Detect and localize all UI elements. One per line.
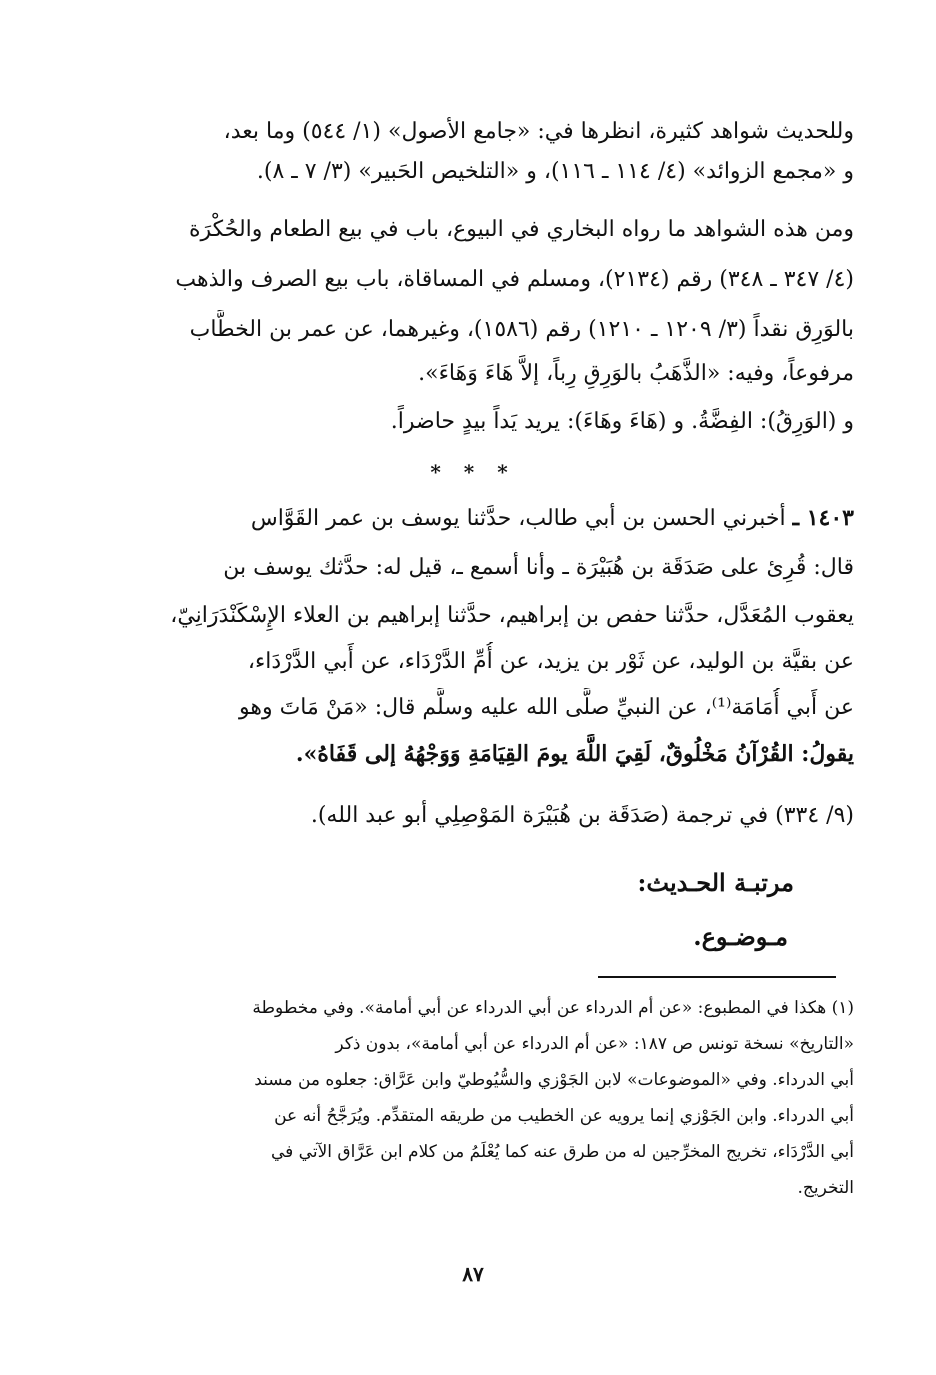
document-page [92,112,854,1352]
footnote-separator-rule [598,976,836,978]
paragraph-2-line-1: ومن هذه الشواهد ما رواه البخاري في البيوع، باب في بيع الطعام والحُكْرَة [188,217,854,242]
hadith-line-2: قال: قُرِئ على صَدَقَة بن هُبَيْرَة ـ وأنا أسمع ـ، قيل له: حدَّثك يوسف بن [223,555,854,580]
paragraph-2-line-5: و (الوَرِقُ): الفِضَّةُ. و (هَاءَ وهَاءَ): يريد يَداً بيدٍ حاضراً. [390,409,854,434]
footnote-line-1: (١) هكذا في المطبوع: «عن أم الدرداء عن أبي الدرداء عن أبي أمامة». وفي مخطوطة [252,998,854,1018]
footnote-line-2: «التاريخ» نسخة تونس ص ١٨٧: «عن أم الدرداء عن أبي أمامة»، بدون ذكر [335,1034,854,1054]
paragraph-2-line-2: (٤/ ٣٤٧ ـ ٣٤٨) رقم (٢١٣٤)، ومسلم في المساقاة، باب بيع الصرف والذهب [175,267,854,292]
section-separator: * * * [430,460,516,484]
hadith-rank-value: مـوضـوع. [693,922,788,951]
paragraph-1-line-2: و «مجمع الزوائد» (٤/ ١١٤ ـ ١١٦)، و «التلخيص الحَبير» (٣/ ٧ ـ ٨). [256,159,854,184]
paragraph-2-line-3: بالوَرِق نقداً (٣/ ١٢٠٩ ـ ١٢١٠) رقم (١٥٨٦)، وغيرهما، عن عمر بن الخطَّاب [189,317,854,342]
hadith-citation: (٩/ ٣٣٤) في ترجمة (صَدَقَة بن هُبَيْرَة المَوْصِلِي أبو عبد الله). [310,803,854,828]
hadith-number: ١٤٠٣ ـ [792,505,854,531]
footnote-line-3: أبي الدرداء. وفي «الموضوعات» لابن الجَوْزي والسُّيُوطيّ وابن عَرَّاق: جعلوه من مسند [254,1070,854,1090]
page-number: ٨٧ [462,1262,484,1286]
paragraph-1-line-1: وللحديث شواهد كثيرة، انظرها في: «جامع الأصول» (١/ ٥٤٤) وما بعد، [223,119,854,144]
hadith-line-1-text: أخبرني الحسن بن أبي طالب، حدَّثنا يوسف بن عمر القَوَّاس [250,506,786,531]
hadith-rank-heading: مرتبـة الحـديث: [637,868,794,897]
hadith-line-4: عن بقيَّة بن الوليد، عن ثَوْر بن يزيد، عن أُمِّ الدَّرْدَاء، عن أَبي الدَّرْدَاء، [247,649,854,674]
hadith-line-3: يعقوب المُعَدَّل، حدَّثنا حفص بن إبراهيم، حدَّثنا إبراهيم بن العلاء الإِسْكَنْدَرَانِيّ، [170,603,854,628]
paragraph-2-line-4: مرفوعاً، وفيه: «الذَّهَبُ بالوَرِقِ رِباً، إلاَّ هَاءَ وَهَاءَ». [418,361,854,386]
hadith-line-6: يقولُ: القُرْآنُ مَخْلُوقٌ، لَقِيَ اللَّهَ يومَ القِيَامَةِ وَوَجْهُهُ إلى قَفَاهُ». [295,741,854,767]
footnote-line-5: أبي الدَّرْدَاء، تخريج المخرِّجين له من طرق عنه كما يُعْلَمُ من كلام ابن عَرَّاق الآتي في [270,1142,854,1162]
footnote-line-6: التخريج. [797,1178,854,1198]
hadith-line-5: عن أَبي أُمَامَة⁽¹⁾، عن النبيِّ صلَّى الله عليه وسلَّم قال: «مَنْ مَاتَ وهو [239,695,854,720]
hadith-line-1 [92,498,854,538]
footnote-line-4: أبي الدرداء. وابن الجَوْزي إنما يرويه عن الخطيب من طريقه المتقدِّم. ويُرَجَّحُ أنه عن [274,1106,854,1126]
